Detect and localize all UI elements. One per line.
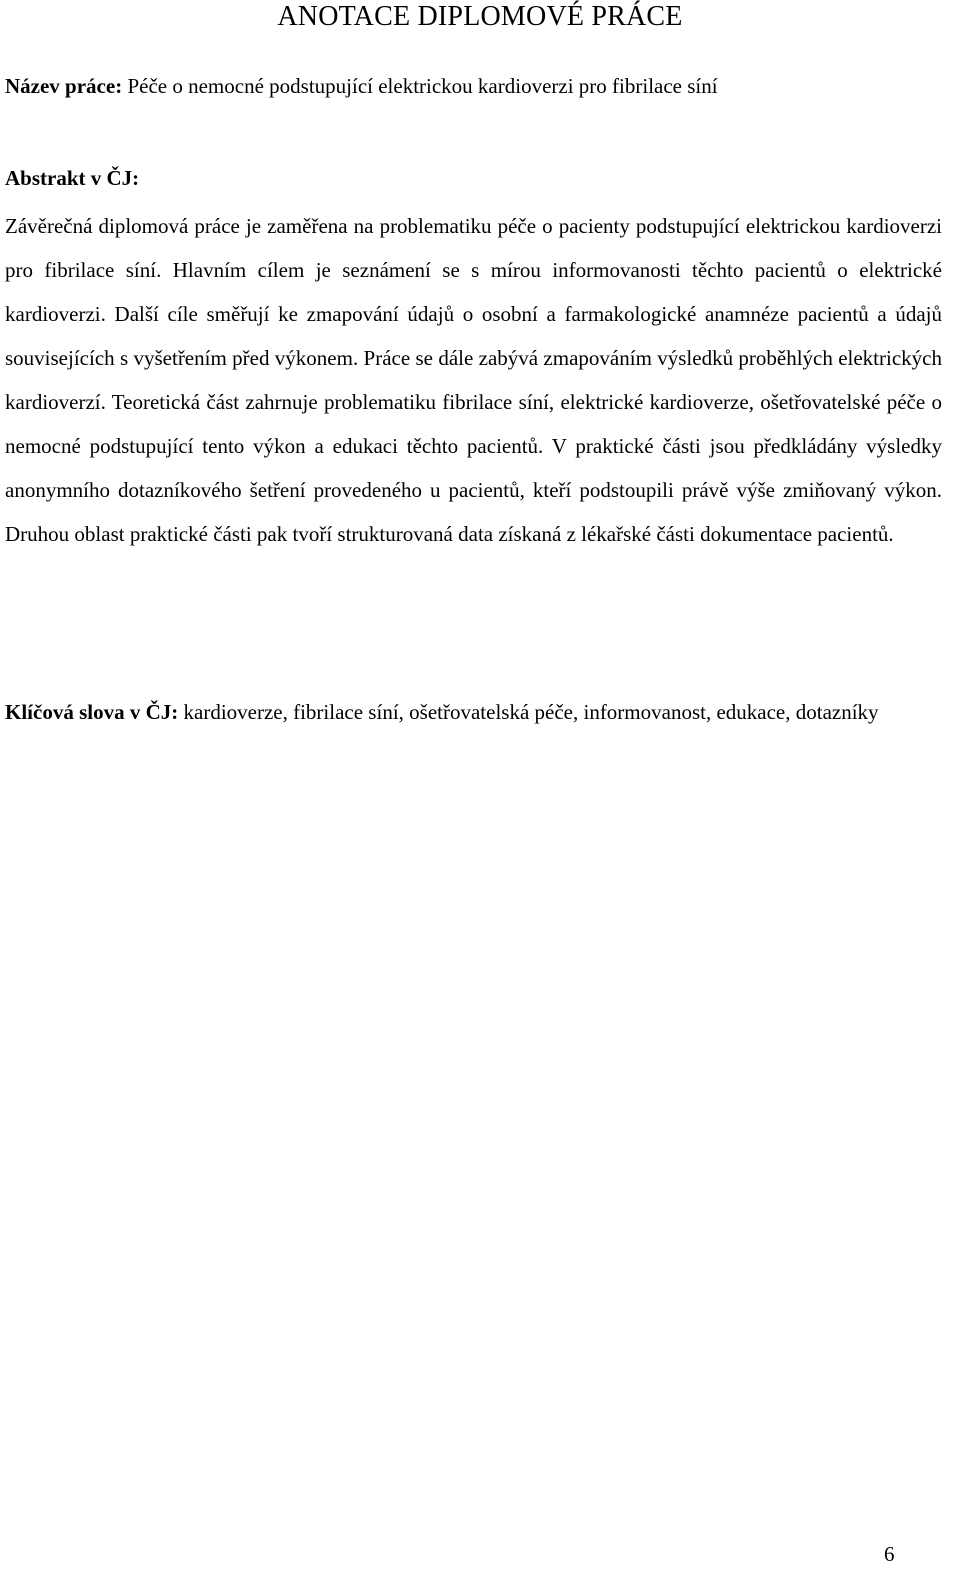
page-number: 6 xyxy=(884,1542,895,1566)
abstract-heading: Abstrakt v ČJ: xyxy=(5,166,140,190)
thesis-name-value: Péče o nemocné podstupující elektrickou kardioverzi pro fibrilace síní xyxy=(127,74,718,98)
keywords-value: kardioverze, fibrilace síní, ošetřovatelská péče, informovanost, edukace, dotazníky xyxy=(183,700,879,724)
keywords-label: Klíčová slova v ČJ: xyxy=(5,700,179,724)
thesis-name xyxy=(5,72,955,100)
abstract-text: Závěrečná diplomová práce je zaměřena na problematiku péče o pacienty podstupující elektrickou kardioverzi pro fibrilace síní. Hlavním cílem je seznámení se s mírou informovanosti těchto pacientů o elektrické kardioverzi. Další cíle směřují ke zmapování údajů o osobní a farmakologické anamnéze pacientů a údajů souvisejících s vyšetřením před výkonem. Práce se dále zabývá zmapováním výsledků proběhlých elektrických kardioverzí. Teoretická část zahrnuje problematiku fibrilace síní, elektrické kardioverze, ošetřovatelské péče o nemocné podstupující tento výkon a edukaci těchto pacientů. V praktické části jsou předkládány výsledky anonymního dotazníkového šetření provedeného u pacientů, kteří podstoupili právě výše zmiňovaný výkon. Druhou oblast praktické části pak tvoří strukturovaná data získaná z lékařské části dokumentace pacientů. xyxy=(5,214,942,546)
thesis-name-label: Název práce: xyxy=(5,74,123,98)
page-title: ANOTACE DIPLOMOVÉ PRÁCE xyxy=(277,1,683,32)
keywords xyxy=(5,690,942,734)
